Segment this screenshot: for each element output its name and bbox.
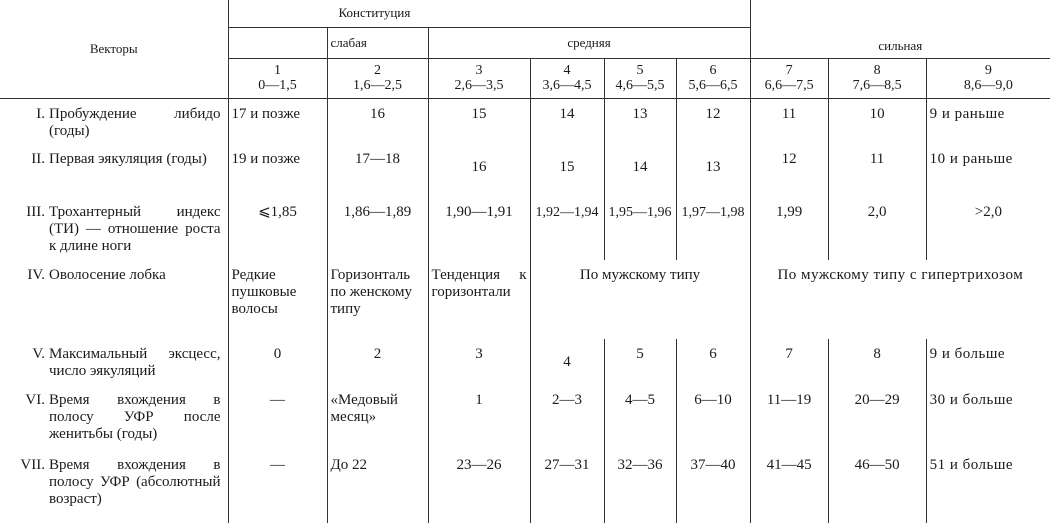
cell: 11—19 (750, 385, 828, 450)
column-header-6: 6 5,6—6,5 (676, 58, 750, 98)
cell: >2,0 (926, 197, 1050, 260)
cell-span-strong: По мужскому типу с гипертрихозом (750, 260, 1050, 339)
vectors-header: Векторы (0, 0, 228, 98)
cell: 14 (530, 98, 604, 144)
cell: 11 (750, 98, 828, 144)
column-header-5: 5 4,6—5,5 (604, 58, 676, 98)
cell: 2—3 (530, 385, 604, 450)
column-header-9: 9 8,6—9,0 (926, 58, 1050, 98)
cell: 3 (428, 339, 530, 385)
cell: 2,0 (828, 197, 926, 260)
cell: 20—29 (828, 385, 926, 450)
cell: 8 (828, 339, 926, 385)
cell: — (228, 450, 327, 523)
table-row (0, 144, 1050, 197)
cell: 46—50 (828, 450, 926, 523)
cell: 1,90—1,91 (428, 197, 530, 260)
cell: — (228, 385, 327, 450)
strong-header: сильная (750, 27, 1050, 58)
cell: 7 (750, 339, 828, 385)
cell: Тенденция к горизонтали (428, 260, 530, 339)
cell: 32—36 (604, 450, 676, 523)
cell: 1,97—1,98 (676, 197, 750, 260)
cell: 37—40 (676, 450, 750, 523)
cell: 17 и позже (228, 98, 327, 144)
row-label: VII. Время вхождения в полосу УФР (абсолютный возраст) (20, 457, 221, 507)
cell: 5 (604, 339, 676, 385)
table-row (0, 339, 1050, 385)
cell: 11 (828, 144, 926, 197)
cell: 6 (676, 339, 750, 385)
cell: 51 и больше (926, 450, 1050, 523)
column-header-8: 8 7,6—8,5 (828, 58, 926, 98)
cell: Горизонталь по женскому типу (327, 260, 428, 339)
row-label: V. Максимальный эксцесс, число эякуляций (32, 346, 221, 379)
cell: 13 (676, 144, 750, 197)
cell: «Медовый месяц» (327, 385, 428, 450)
cell: 41—45 (750, 450, 828, 523)
cell: 1,92—1,94 (530, 197, 604, 260)
cell: 1,99 (750, 197, 828, 260)
cell: 12 (676, 98, 750, 144)
cell: 14 (604, 144, 676, 197)
row-label: II. Первая эякуляция (годы) (31, 151, 207, 167)
cell: 0 (228, 339, 327, 385)
weak-header-spacer (228, 27, 327, 58)
table-row (0, 197, 1050, 260)
cell: 4—5 (604, 385, 676, 450)
row-label: IV. Оволосение лобка (27, 267, 166, 283)
table-row (0, 98, 1050, 144)
cell: 9 и больше (926, 339, 1050, 385)
weak-header: слабая (327, 27, 428, 58)
cell: 9 и раньше (926, 98, 1050, 144)
medium-header: средняя (428, 27, 750, 58)
header-row-constitution (0, 0, 1050, 27)
cell: 19 и позже (228, 144, 327, 197)
cell: 16 (327, 98, 428, 144)
column-header-2: 2 1,6—2,5 (327, 58, 428, 98)
cell: 2 (327, 339, 428, 385)
constitution-header: Конституция (228, 0, 750, 27)
cell: 23—26 (428, 450, 530, 523)
cell: 30 и больше (926, 385, 1050, 450)
cell: 6—10 (676, 385, 750, 450)
cell: 13 (604, 98, 676, 144)
column-header-3: 3 2,6—3,5 (428, 58, 530, 98)
column-header-1: 1 0—1,5 (228, 58, 327, 98)
row-label: VI. Время вхождения в полосу УФР после женитьбы (годы) (25, 392, 221, 442)
table-row (0, 450, 1050, 523)
cell: 10 (828, 98, 926, 144)
row-label: I. Пробуждение либидо (годы) (36, 105, 221, 139)
cell-span-medium: По мужскому типу (530, 260, 750, 339)
cell: 4 (530, 339, 604, 385)
table-row (0, 260, 1050, 339)
column-header-7: 7 6,6—7,5 (750, 58, 828, 98)
table-row (0, 385, 1050, 450)
cell: 16 (428, 144, 530, 197)
cell: 10 и раньше (926, 144, 1050, 197)
cell: Редкие пушковые волосы (228, 260, 327, 339)
cell: 1 (428, 385, 530, 450)
cell: 12 (750, 144, 828, 197)
cell: 15 (428, 98, 530, 144)
constitution-header-spacer (750, 0, 1050, 27)
column-header-4: 4 3,6—4,5 (530, 58, 604, 98)
cell: 27—31 (530, 450, 604, 523)
cell: 1,95—1,96 (604, 197, 676, 260)
cell: 1,86—1,89 (327, 197, 428, 260)
row-label: III. Трохантерный индекс (ТИ) — отношение роста к длине ноги (26, 204, 221, 254)
cell: ⩽1,85 (228, 197, 327, 260)
cell: 17—18 (327, 144, 428, 197)
cell: 15 (530, 144, 604, 197)
cell: До 22 (327, 450, 428, 523)
